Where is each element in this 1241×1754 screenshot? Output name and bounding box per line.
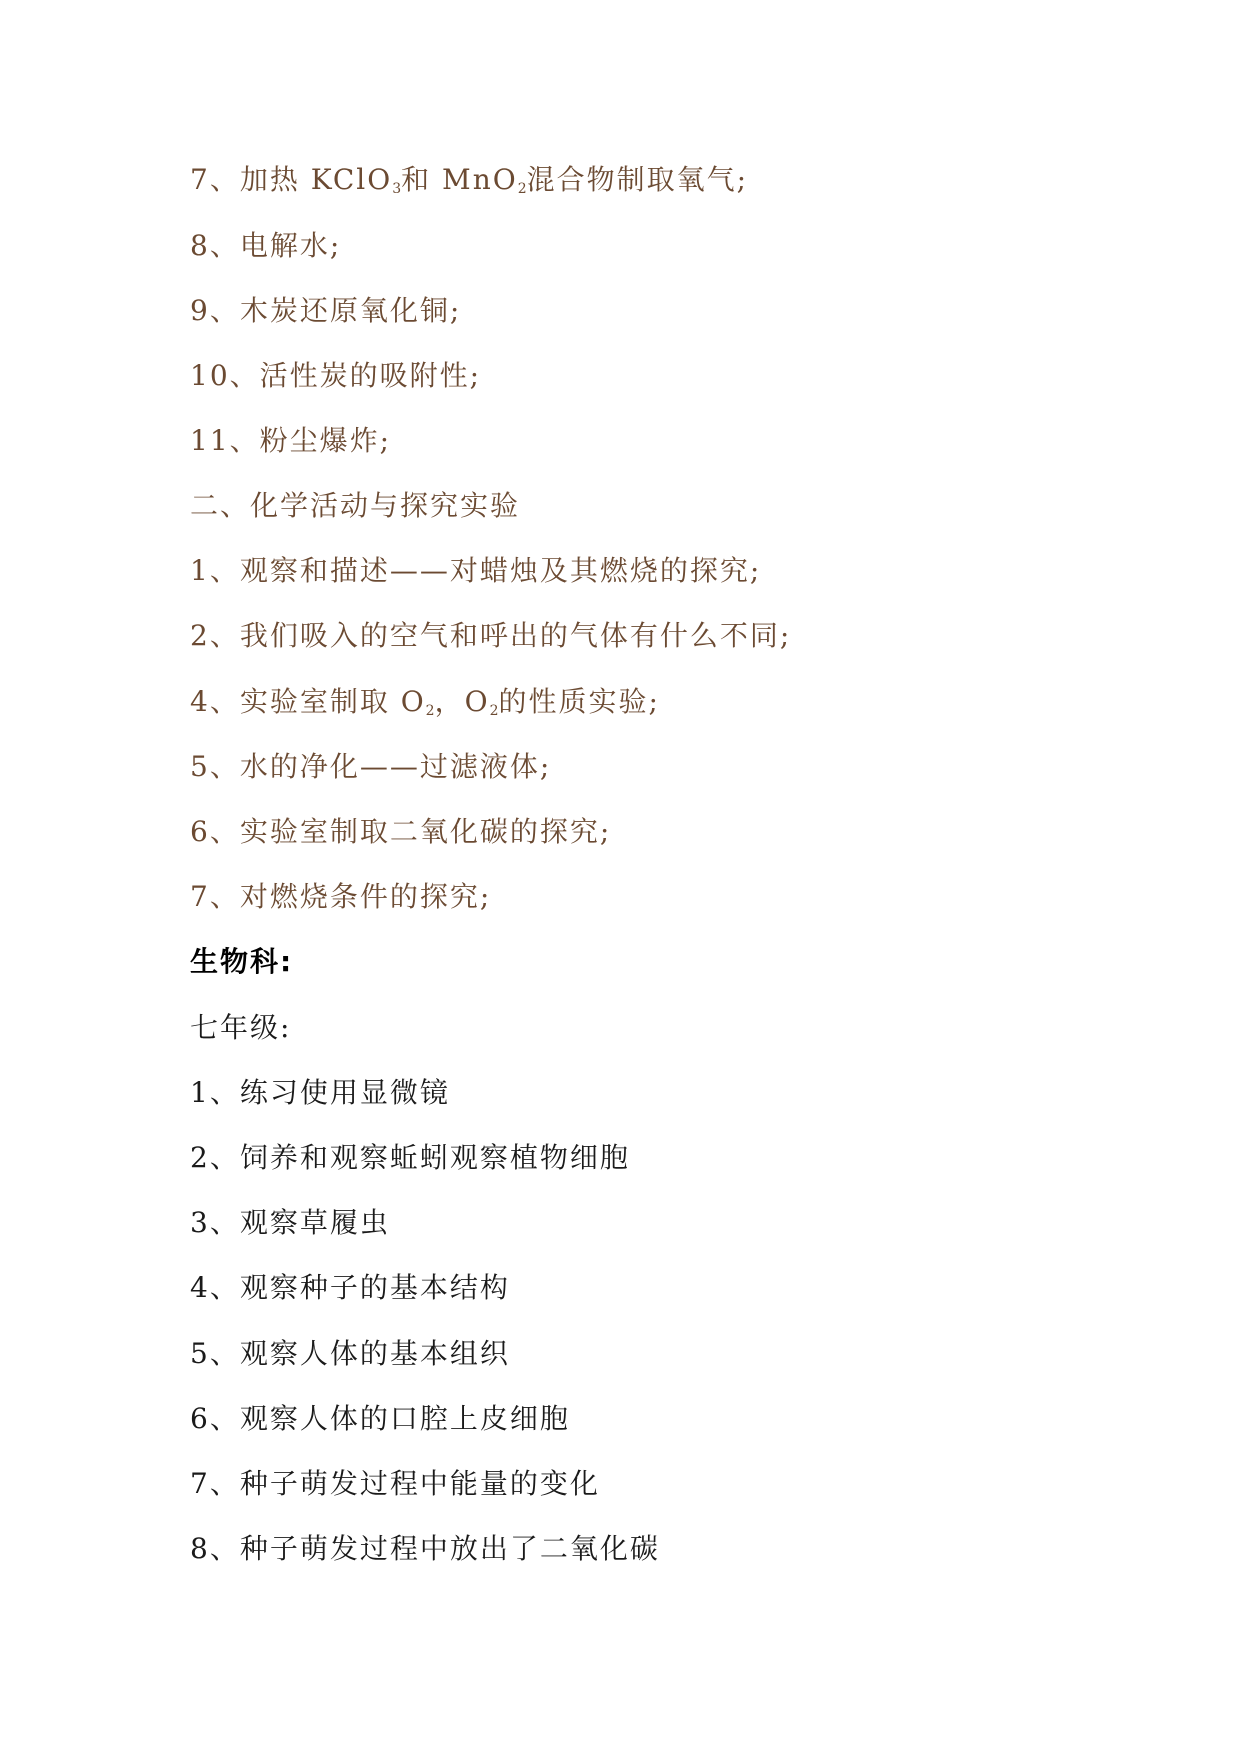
grade-seven-label: 七年级: [190, 1011, 292, 1044]
chem-inquiry-4 [190, 684, 660, 720]
biology-item-4: 4、观察种子的基本结构 [190, 1271, 510, 1304]
chem-experiment-7-part-a: 7、加热 KClO [190, 163, 393, 196]
chem-experiment-11: 11、粉尘爆炸; [190, 424, 392, 457]
biology-heading: 生物科: [190, 945, 294, 978]
biology-item-5: 5、观察人体的基本组织 [190, 1337, 510, 1370]
chem-inquiry-6: 6、实验室制取二氧化碳的探究; [190, 815, 612, 848]
chem-inquiry-heading: 二、化学活动与探究实验 [190, 489, 521, 522]
chem-inquiry-4-part-b: ，O [434, 685, 490, 718]
chem-inquiry-5: 5、水的净化——过滤液体; [190, 750, 552, 783]
biology-item-7: 7、种子萌发过程中能量的变化 [190, 1467, 600, 1500]
chem-inquiry-2: 2、我们吸入的空气和呼出的气体有什么不同; [190, 619, 792, 652]
chem-experiment-7-part-b: 和 MnO [401, 163, 518, 196]
chem-inquiry-4-part-a: 4、实验室制取 O [190, 685, 426, 718]
chem-inquiry-4-part-c: 的性质实验; [498, 685, 660, 718]
biology-item-6: 6、观察人体的口腔上皮细胞 [190, 1402, 570, 1435]
chem-experiment-7 [190, 162, 748, 198]
biology-item-1: 1、练习使用显微镜 [190, 1076, 450, 1109]
chem-experiment-8: 8、电解水; [190, 229, 342, 262]
chem-experiment-10: 10、活性炭的吸附性; [190, 359, 482, 392]
subscript-2: 2 [517, 181, 527, 197]
subscript-2: 2 [425, 703, 435, 719]
biology-item-2: 2、饲养和观察蚯蚓观察植物细胞 [190, 1141, 630, 1174]
subscript-3: 3 [392, 181, 402, 197]
chem-inquiry-7: 7、对燃烧条件的探究; [190, 880, 492, 913]
chem-experiment-9: 9、木炭还原氧化铜; [190, 294, 462, 327]
chem-experiment-7-part-c: 混合物制取氧气; [526, 163, 749, 196]
biology-item-8: 8、种子萌发过程中放出了二氧化碳 [190, 1532, 660, 1565]
chem-inquiry-1: 1、观察和描述——对蜡烛及其燃烧的探究; [190, 554, 762, 587]
biology-item-3: 3、观察草履虫 [190, 1206, 390, 1239]
subscript-2: 2 [489, 703, 499, 719]
